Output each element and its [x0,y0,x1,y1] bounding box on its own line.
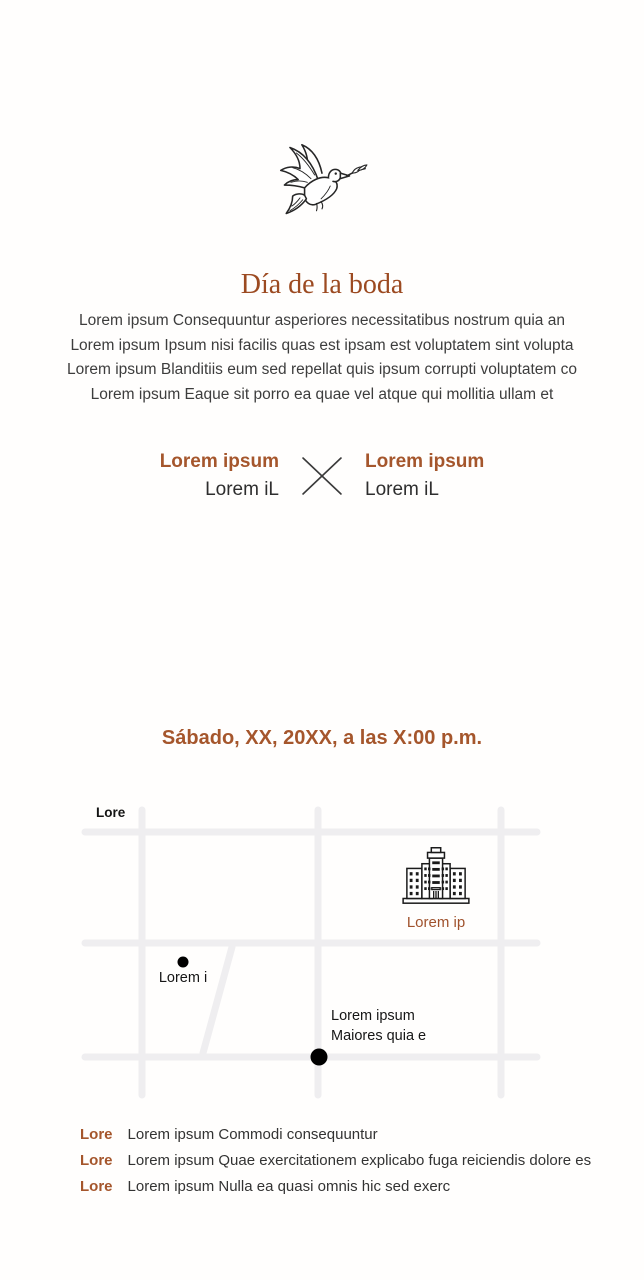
legend-row [80,1127,594,1144]
marker-large-label-line1: Lorem ipsum [331,1008,415,1024]
map-legend [80,1127,594,1205]
legend-text: Lorem ipsum Quae exercitationem explicabo fuga reiciendis dolore es [127,1152,592,1169]
legend-text: Lorem ipsum Commodi consequuntur [127,1126,378,1143]
map-dot-icon [178,957,189,968]
intro-paragraph [0,309,644,407]
intro-line: Lorem ipsum Blanditiis eum sed repellat quis ipsum corrupti voluptatem co [66,361,577,379]
map-dot-icon [311,1049,328,1066]
map-street-name: Lore [96,805,126,820]
map-streets [0,793,644,1108]
couple-right-title: Lorem ipsum [365,451,485,472]
event-datetime: Sábado, XX, 20XX, a las X:00 p.m. [161,727,483,749]
marker-large-label [331,1006,426,1046]
legend-text: Lorem ipsum Nulla ea quasi omnis hic sed exerc [127,1178,451,1195]
legend-key: Lore [80,1152,113,1169]
page-title: Día de la boda [240,268,404,300]
couple-right-name: Lorem iL [365,479,439,500]
couple-block [0,451,644,501]
venue-label: Lorem ip [406,914,466,931]
marker-small-label: Lorem i [158,970,208,986]
marker-large-label-line2: Maiores quia e [331,1028,427,1044]
couple-left-title: Lorem ipsum [159,451,279,472]
building-icon [397,844,475,906]
legend-key: Lore [80,1178,113,1195]
legend-row [80,1153,594,1170]
couple-left-name: Lorem iL [205,479,279,500]
couple-left [89,451,279,501]
intro-line: Lorem ipsum Eaque sit porro ea quae vel atque qui mollitia ullam et [90,385,554,403]
dove-with-olive-branch-icon [276,142,368,230]
intro-line: Lorem ipsum Ipsum nisi facilis quas est ipsam est voluptatem sint volupta [70,336,574,354]
intro-line: Lorem ipsum Consequuntur asperiores necessitatibus nostrum quia an [79,312,565,329]
x-cross-icon [300,453,344,499]
legend-row [80,1179,594,1196]
location-map [0,793,644,1108]
couple-right [365,451,555,501]
venue-marker [394,844,478,931]
legend-key: Lore [80,1126,113,1143]
header-illustration [0,142,644,230]
